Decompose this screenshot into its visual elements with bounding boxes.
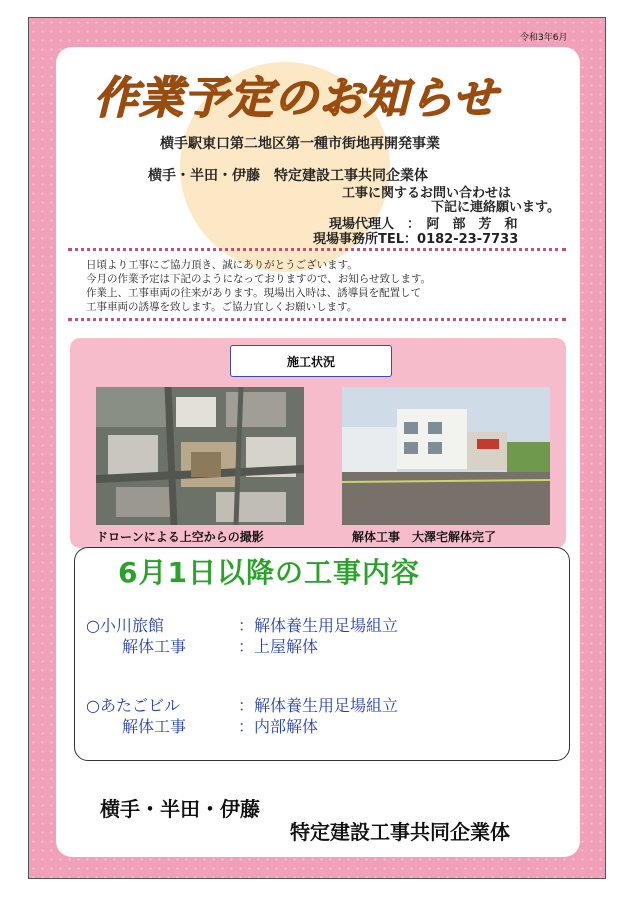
divider-bottom bbox=[68, 318, 566, 321]
work-item: ：解体養生用足場組立 bbox=[238, 696, 399, 715]
greeting-line: 日頃より工事にご協力頂き、誠にありがとうございます。 bbox=[86, 259, 358, 271]
work-sub-name: 解体工事 bbox=[122, 717, 187, 736]
page-title: 作業予定のお知らせ bbox=[94, 73, 498, 124]
greeting-line: 作業上、工事車両の往来があります。現場出入時は、誘導員を配置して bbox=[86, 287, 422, 299]
photos-label-banner bbox=[230, 345, 392, 377]
work-site-name: ○あたごビル bbox=[86, 696, 180, 715]
work-item: ：内部解体 bbox=[238, 717, 319, 736]
photos-label: 施工状況 bbox=[286, 355, 335, 369]
company-name: 横手・半田・伊藤 特定建設工事共同企業体 bbox=[148, 168, 428, 184]
greeting-line: 今月の作業予定は下記のようになっておりますので、お知らせ致します。 bbox=[86, 273, 432, 285]
work-item: ：解体養生用足場組立 bbox=[238, 616, 399, 635]
works-heading: 6月1日以降の工事内容 bbox=[118, 556, 420, 589]
drone-photo bbox=[96, 387, 304, 525]
divider-top bbox=[68, 248, 566, 251]
work-sub-name: 解体工事 bbox=[122, 637, 187, 656]
footer-company-line-2: 特定建設工事共同企業体 bbox=[290, 820, 510, 844]
inquiry-line-1: 工事に関するお問い合わせは bbox=[342, 186, 512, 201]
office-phone: 現場事務所TEL：0182-23-7733 bbox=[313, 232, 519, 247]
footer-company-line-1: 横手・半田・伊藤 bbox=[100, 797, 260, 821]
work-site-name: ○小川旅館 bbox=[86, 616, 164, 635]
demolition-photo-caption: 解体工事 大澤宅解体完了 bbox=[352, 530, 497, 544]
demolition-photo bbox=[342, 387, 550, 525]
greeting-text bbox=[86, 258, 431, 314]
drone-photo-caption: ドローンによる上空からの撮影 bbox=[96, 530, 264, 544]
project-name: 横手駅東口第二地区第一種市街地再開発事業 bbox=[160, 136, 440, 152]
issue-date: 令和3年6月 bbox=[520, 33, 568, 43]
greeting-line: 工事車両の誘導を致します。ご協力宜しくお願いします。 bbox=[86, 301, 358, 313]
inquiry-line-2: 下記に連絡願います。 bbox=[431, 200, 560, 215]
work-item: ：上屋解体 bbox=[238, 637, 319, 656]
site-agent: 現場代理人 ： 阿 部 芳 和 bbox=[329, 217, 518, 232]
